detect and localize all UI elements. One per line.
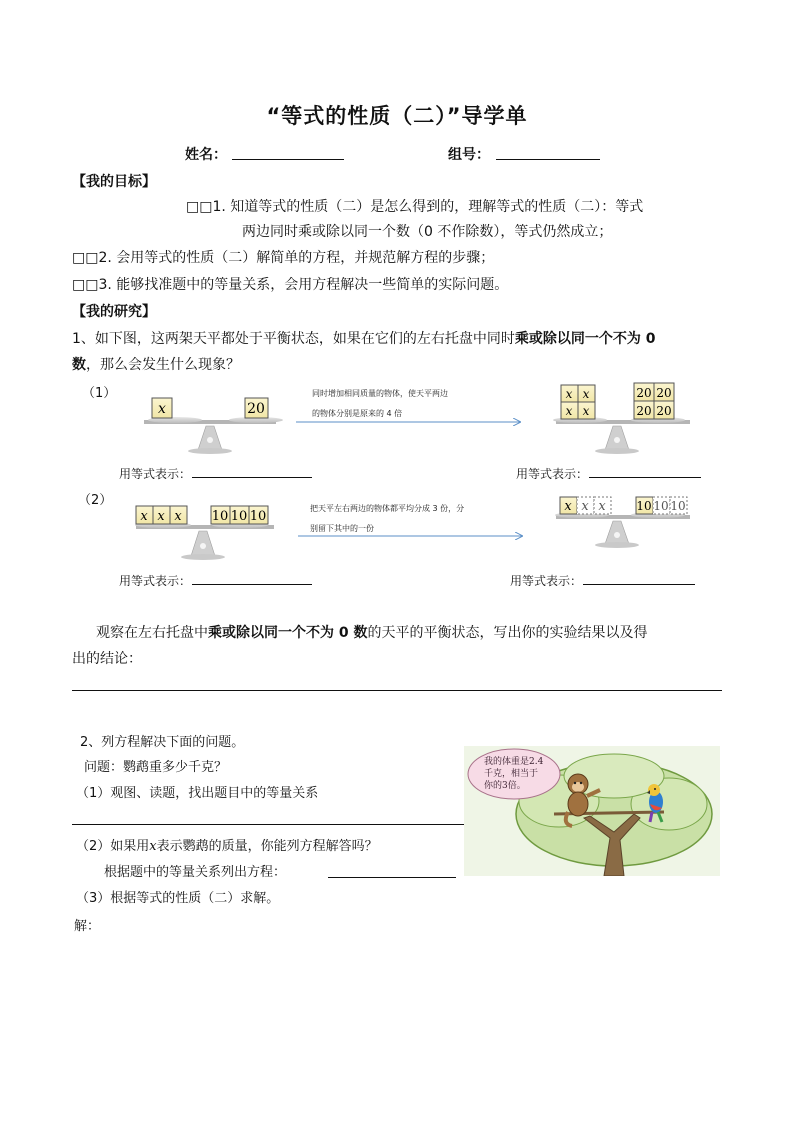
group-blank[interactable] bbox=[496, 145, 600, 160]
weight-20: 20 bbox=[636, 386, 652, 400]
observe-line1: 观察在左右托盘中乘或除以同一个不为 0 数的天平的平衡状态，写出你的实验结果以及得 bbox=[96, 625, 648, 641]
bubble-line1: 我的体重是2.4 bbox=[484, 757, 544, 767]
goal-2: □□2. 会用等式的性质（二）解简单的方程，并规范解方程的步骤； bbox=[72, 250, 495, 266]
weight-x: x bbox=[582, 404, 590, 418]
weight-x: x bbox=[140, 509, 148, 524]
question-1-line2: 数，那么会发生什么现象？ bbox=[72, 357, 240, 373]
weight-10: 10 bbox=[636, 499, 652, 513]
equation-1a-blank[interactable] bbox=[192, 465, 312, 478]
equation-2b-label: 用等式表示： bbox=[510, 574, 583, 588]
monkey-parrot-illustration bbox=[464, 746, 720, 876]
equation-1b-blank[interactable] bbox=[589, 465, 701, 478]
conclusion-blank[interactable] bbox=[72, 690, 722, 691]
question-1-line1: 1、如下图，这两架天平都处于平衡状态，如果在它们的左右托盘中同时乘或除以同一个不为 0 bbox=[72, 331, 656, 347]
question-2-step2: （2）如果用x表示鹦鹉的质量，你能列方程解答吗？ bbox=[76, 839, 378, 854]
weight-x: x bbox=[564, 499, 572, 514]
question-2-step2-sub: 根据题中的等量关系列出方程： bbox=[104, 865, 287, 880]
scale-2-after bbox=[555, 497, 690, 548]
arrow-1-caption-line1: 同时增加相同质量的物体，使天平两边 bbox=[312, 389, 448, 398]
equation-2b-blank[interactable] bbox=[583, 572, 695, 585]
weight-10: 10 bbox=[211, 509, 229, 524]
question-2-step1: （1）观图、读题，找出题目中的等量关系 bbox=[76, 786, 319, 801]
goal-3: □□3. 能够找准题中的等量关系，会用方程解决一些简单的实际问题。 bbox=[72, 277, 509, 293]
question-2-question: 问题：鹦鹉重多少千克？ bbox=[84, 760, 228, 775]
weight-10: 10 bbox=[249, 509, 267, 524]
weight-20: 20 bbox=[656, 386, 672, 400]
weight-x: x bbox=[158, 401, 166, 417]
scale-1-after bbox=[553, 383, 690, 454]
equation-2a-blank[interactable] bbox=[192, 572, 312, 585]
bubble-line2: 千克，相当于 bbox=[484, 769, 539, 779]
bubble-line3: 你的3倍。 bbox=[484, 781, 526, 791]
part-1-label: （1） bbox=[82, 386, 117, 401]
arrow-2-caption-line2: 别留下其中的一份 bbox=[310, 524, 374, 533]
scale-1-before bbox=[144, 398, 283, 454]
research-heading: 【我的研究】 bbox=[72, 304, 156, 320]
weight-x: x bbox=[157, 509, 165, 524]
scale-2-before bbox=[135, 506, 274, 560]
weight-x: x bbox=[565, 387, 573, 401]
speech-bubble bbox=[484, 756, 543, 792]
goal-1-line2: 两边同时乘或除以同一个数（0 不作除数），等式仍然成立； bbox=[242, 224, 613, 240]
page-title: “等式的性质（二）”导学单 bbox=[266, 104, 528, 128]
weight-x: x bbox=[598, 499, 606, 514]
step1-answer-blank[interactable] bbox=[72, 824, 464, 825]
observe-line2: 出的结论： bbox=[72, 651, 142, 667]
equation-blank[interactable] bbox=[328, 863, 456, 878]
goals-heading: 【我的目标】 bbox=[72, 174, 156, 190]
arrow-1-caption-line2: 的物体分别是原来的 4 倍 bbox=[312, 409, 403, 418]
weight-x: x bbox=[582, 387, 590, 401]
question-2-step3: （3）根据等式的性质（二）求解。 bbox=[76, 891, 280, 906]
part-2-label: （2） bbox=[78, 493, 113, 508]
group-label: 组号： bbox=[448, 147, 490, 163]
name-blank[interactable] bbox=[232, 145, 344, 160]
weight-x: x bbox=[581, 499, 589, 514]
weight-10: 10 bbox=[653, 499, 669, 513]
weight-20: 20 bbox=[636, 404, 652, 418]
arrow-2-caption-line1: 把天平左右两边的物体都平均分成 3 份，分 bbox=[310, 504, 465, 513]
weight-x: x bbox=[565, 404, 573, 418]
weight-x: x bbox=[174, 509, 182, 524]
weight-20: 20 bbox=[247, 401, 265, 417]
equation-2a-label: 用等式表示： bbox=[119, 574, 192, 588]
weight-10: 10 bbox=[670, 499, 686, 513]
name-label: 姓名： bbox=[185, 147, 227, 163]
goal-1-line1: □□1. 知道等式的性质（二）是怎么得到的，理解等式的性质（二）：等式 bbox=[186, 199, 644, 215]
weight-20: 20 bbox=[656, 404, 672, 418]
question-2-title: 2、列方程解决下面的问题。 bbox=[80, 735, 245, 750]
equation-1b-label: 用等式表示： bbox=[516, 467, 589, 481]
solve-label: 解： bbox=[74, 919, 101, 934]
equation-1a-label: 用等式表示： bbox=[119, 467, 192, 481]
weight-10: 10 bbox=[230, 509, 248, 524]
